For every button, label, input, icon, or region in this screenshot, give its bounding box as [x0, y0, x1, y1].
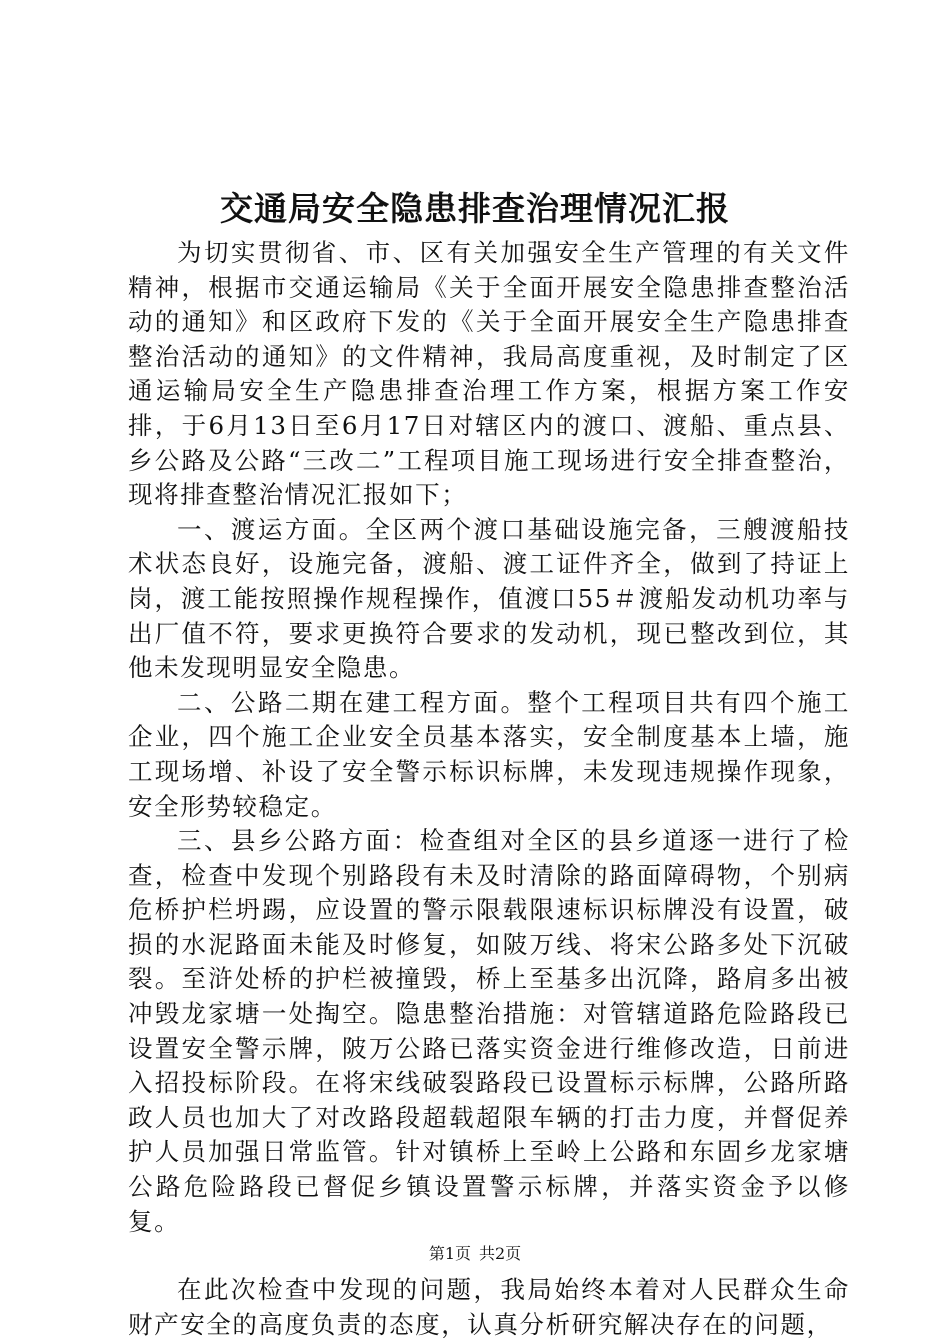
page-footer	[0, 1243, 950, 1265]
paragraph-intro: 为切实贯彻省、市、区有关加强安全生产管理的有关文件精神，根据市交通运输局《关于全面开展安全隐患排查整治活动的通知》和区政府下发的《关于全面开展安全生产隐患排查整治活动的通知》的文件精神，我局高度重视，及时制定了区通运输局安全生产隐患排查治理工作方案，根据方案工作安排，于6月13日至6月17日对辖区内的渡口、渡船、重点县、乡公路及公路“三改二”工程项目施工现场进行安全排查整治，现将排查整治情况汇报如下；	[128, 238, 850, 510]
document-title: 交通局安全隐患排查治理情况汇报	[220, 189, 730, 228]
paragraph-ferry: 一、渡运方面。全区两个渡口基础设施完备，三艘渡船技术状态良好，设施完备，渡船、渡工证件齐全，做到了持证上岗，渡工能按照操作规程操作，值渡口55＃渡船发动机功率与出厂值不符，要求更换符合要求的发动机，现已整改到位，其他未发现明显安全隐患。	[128, 514, 850, 683]
document-body	[128, 236, 850, 1342]
paragraph-county-roads: 三、县乡公路方面：检查组对全区的县乡道逐一进行了检查，检查中发现个别路段有未及时清除的路面障碍物，个别病危桥护栏坍踢，应设置的警示限载限速标识标牌没有设置，破损的水泥路面未能及时修复，如陂万线、将宋公路多处下沉破裂。至浒处桥的护栏被撞毁，桥上至基多出沉降，路肩多出被冲毁龙家塘一处掏空。隐患整治措施：对管辖道路危险路段已设置安全警示牌，陂万公路已落实资金进行维修改造，日前进入招投标阶段。在将宋线破裂路段已设置标示标牌，公路所路政人员也加大了对改路段超载超限车辆的打击力度，并督促养护人员加强日常监管。针对镇桥上至岭上公路和东固乡龙家塘公路危险路段已督促乡镇设置警示标牌，并落实资金予以修复。	[128, 826, 850, 1236]
page-number: 第1页	[428, 1244, 471, 1263]
paragraph-conclusion: 在此次检查中发现的问题，我局始终本着对人民群众生命财产安全的高度负责的态度，认真分析研究解决存在的问题，	[128, 1275, 850, 1339]
paragraph-highway-project: 二、公路二期在建工程方面。整个工程项目共有四个施工企业，四个施工企业安全员基本落实，安全制度基本上墙，施工现场增、补设了安全警示标识标牌，未发现违规操作现象，安全形势较稳定。	[128, 687, 850, 821]
page-total: 共2页	[479, 1244, 522, 1263]
